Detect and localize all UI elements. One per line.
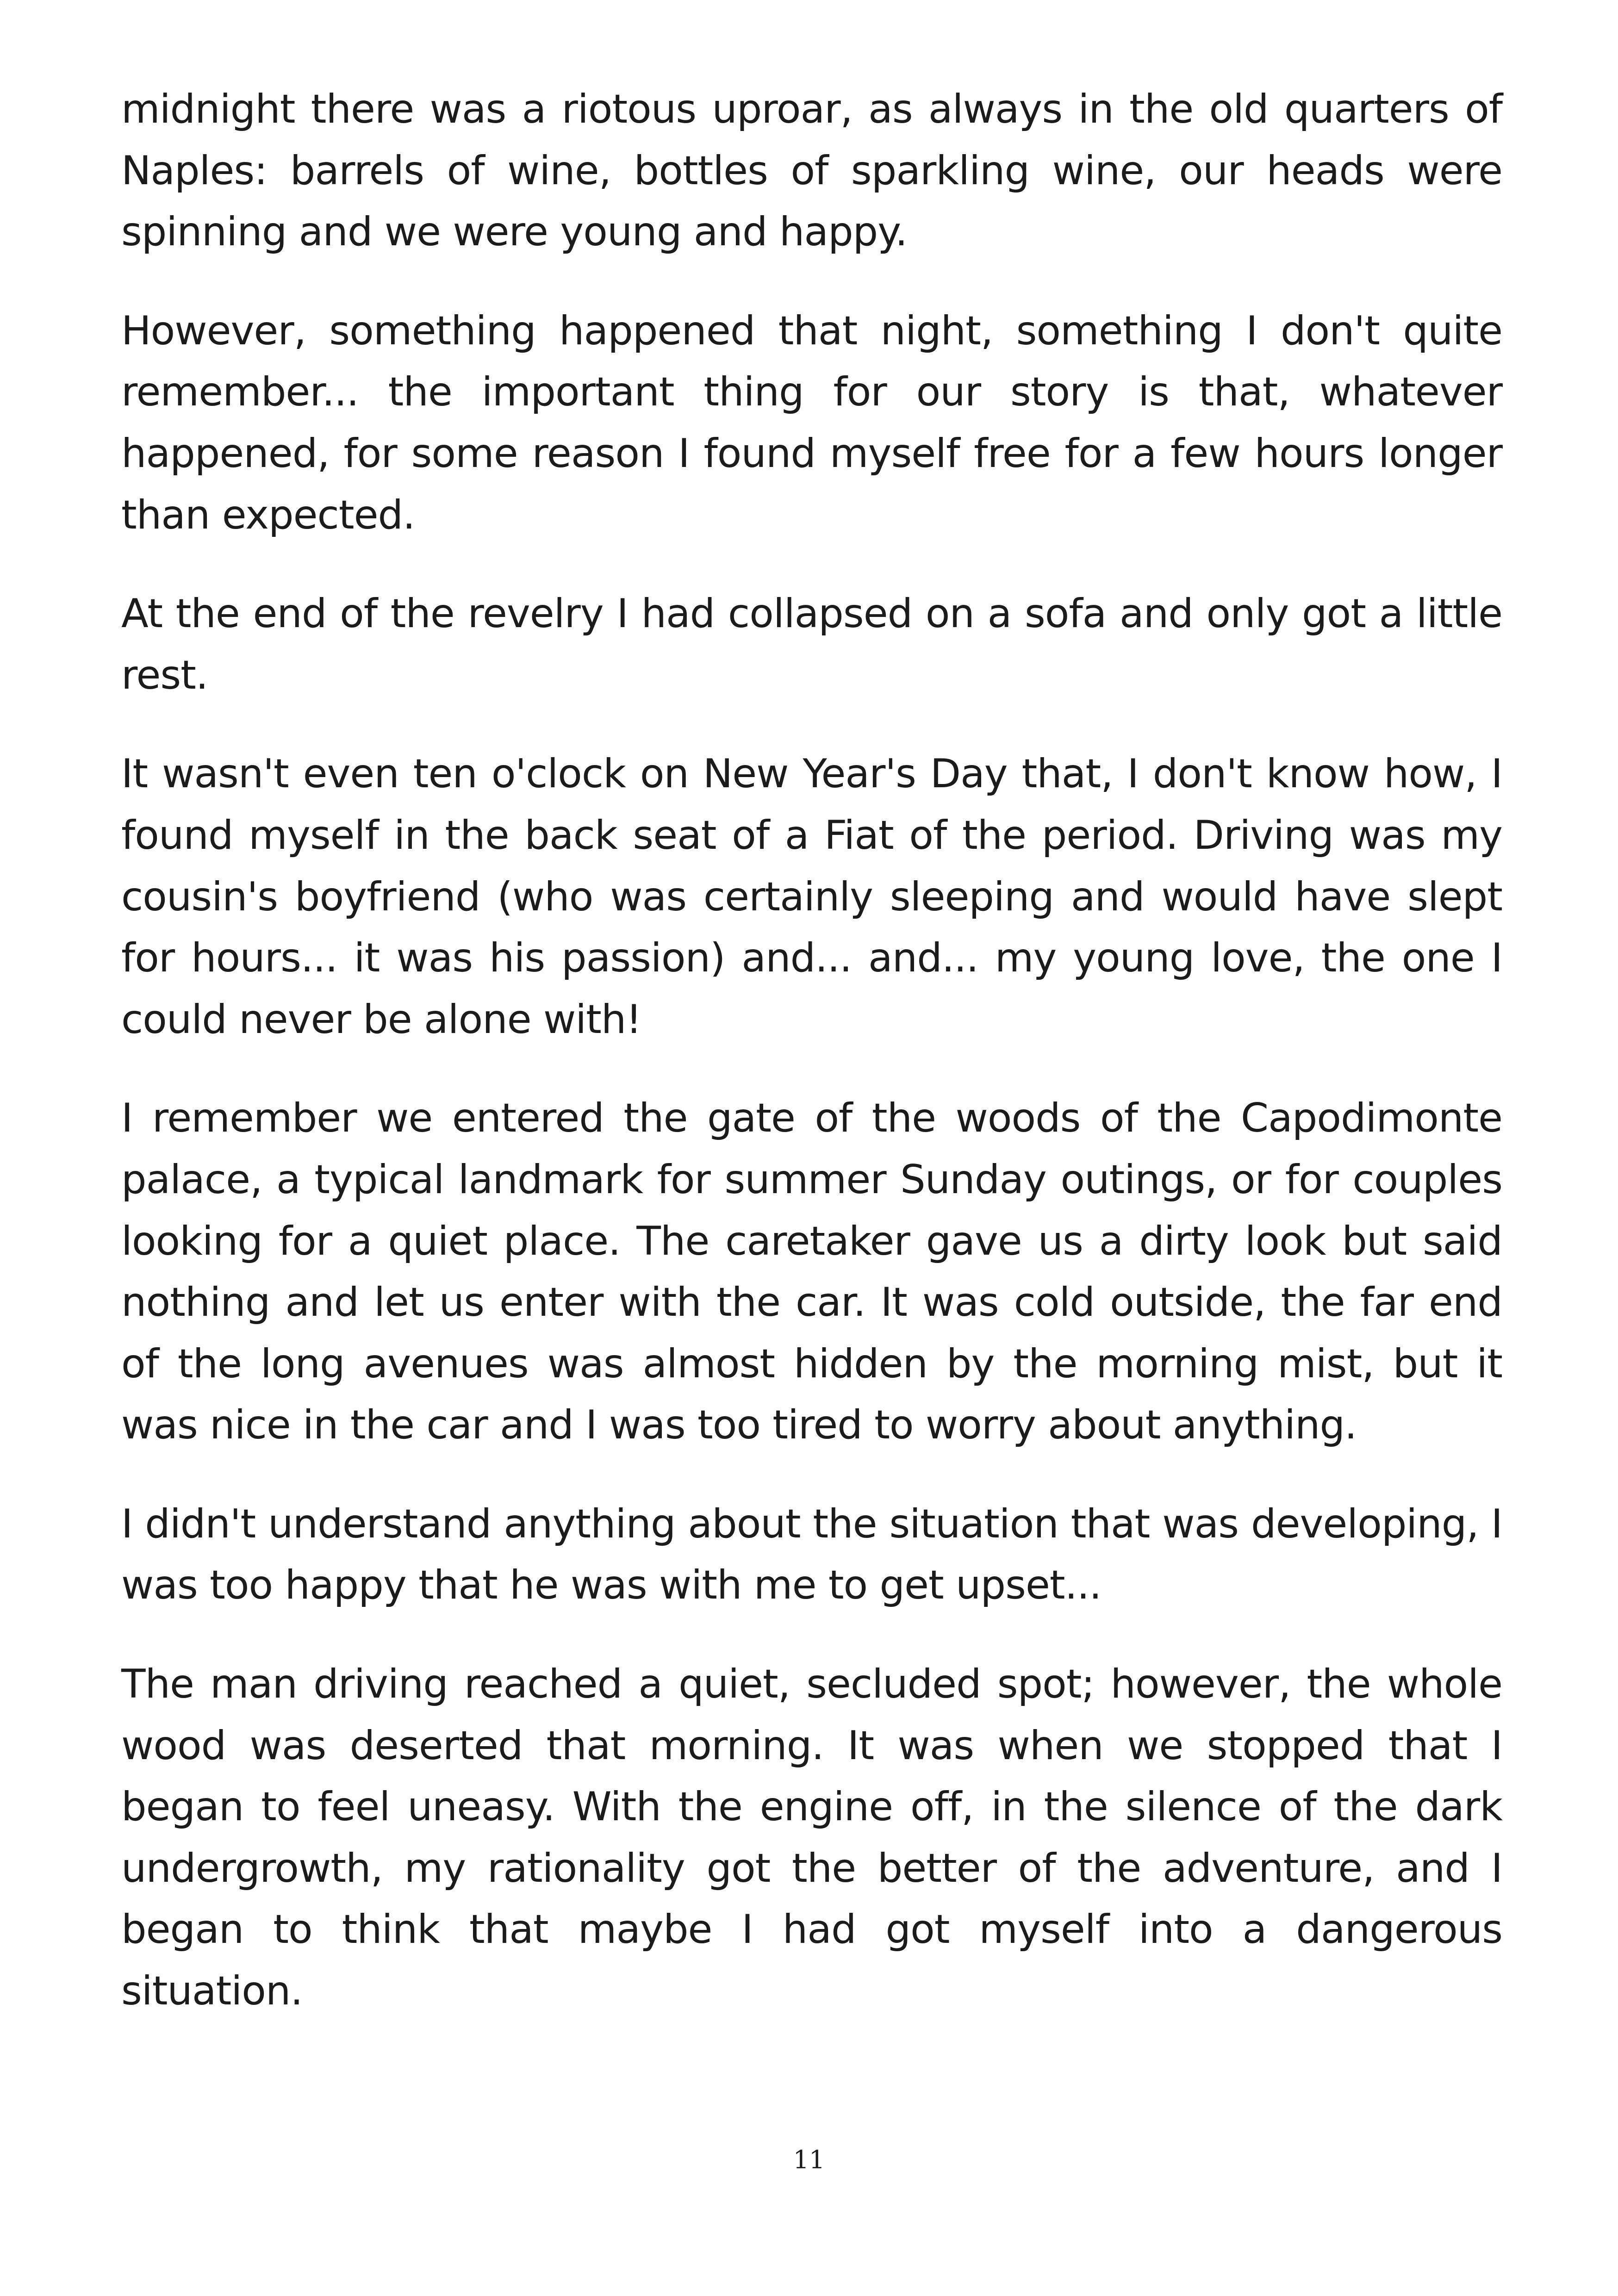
body-text xyxy=(121,79,1502,2060)
paragraph: The man driving reached a quiet, secluded spot; however, the whole wood was deserted that morning. It was when we stopped that I began to feel uneasy. With the engine off, in the silence of the dark undergrowth, my rationality got the better of the adventure, and I began to think that maybe I had got myself into a dangerous situation. xyxy=(121,1661,1502,2015)
paragraph: It wasn't even ten o'clock on New Year's Day that, I don't know how, I found myself in the back seat of a Fiat of the period. Driving was my cousin's boyfriend (who was certainly sleeping and would have slept for hours... it was his passion) and... and... my young love, the one I could never be alone with! xyxy=(121,751,1502,1043)
paragraph: midnight there was a riotous uproar, as always in the old quarters of Naples: barrels of wine, bottles of sparkling wine, our heads were spinning and we were young and happy. xyxy=(121,86,1502,255)
paragraph: However, something happened that night, something I don't quite remember... the important thing for our story is that, whatever happened, for some reason I found myself free for a few hours longer than expected. xyxy=(121,307,1502,538)
paragraph: I didn't understand anything about the situation that was developing, I was too happy that he was with me to get upset... xyxy=(121,1500,1502,1609)
paragraph: I remember we entered the gate of the woods of the Capodimonte palace, a typical landmark for summer Sunday outings, or for couples looking for a quiet place. The caretaker gave us a dirty look but said nothing and let us enter with the car. It was cold outside, the far end of the long avenues was almost hidden by the morning mist, but it was nice in the car and I was too tired to worry about anything. xyxy=(121,1095,1502,1449)
paragraph: At the end of the revelry I had collapsed on a sofa and only got a little rest. xyxy=(121,591,1502,698)
page-number: 11 xyxy=(793,2145,825,2174)
